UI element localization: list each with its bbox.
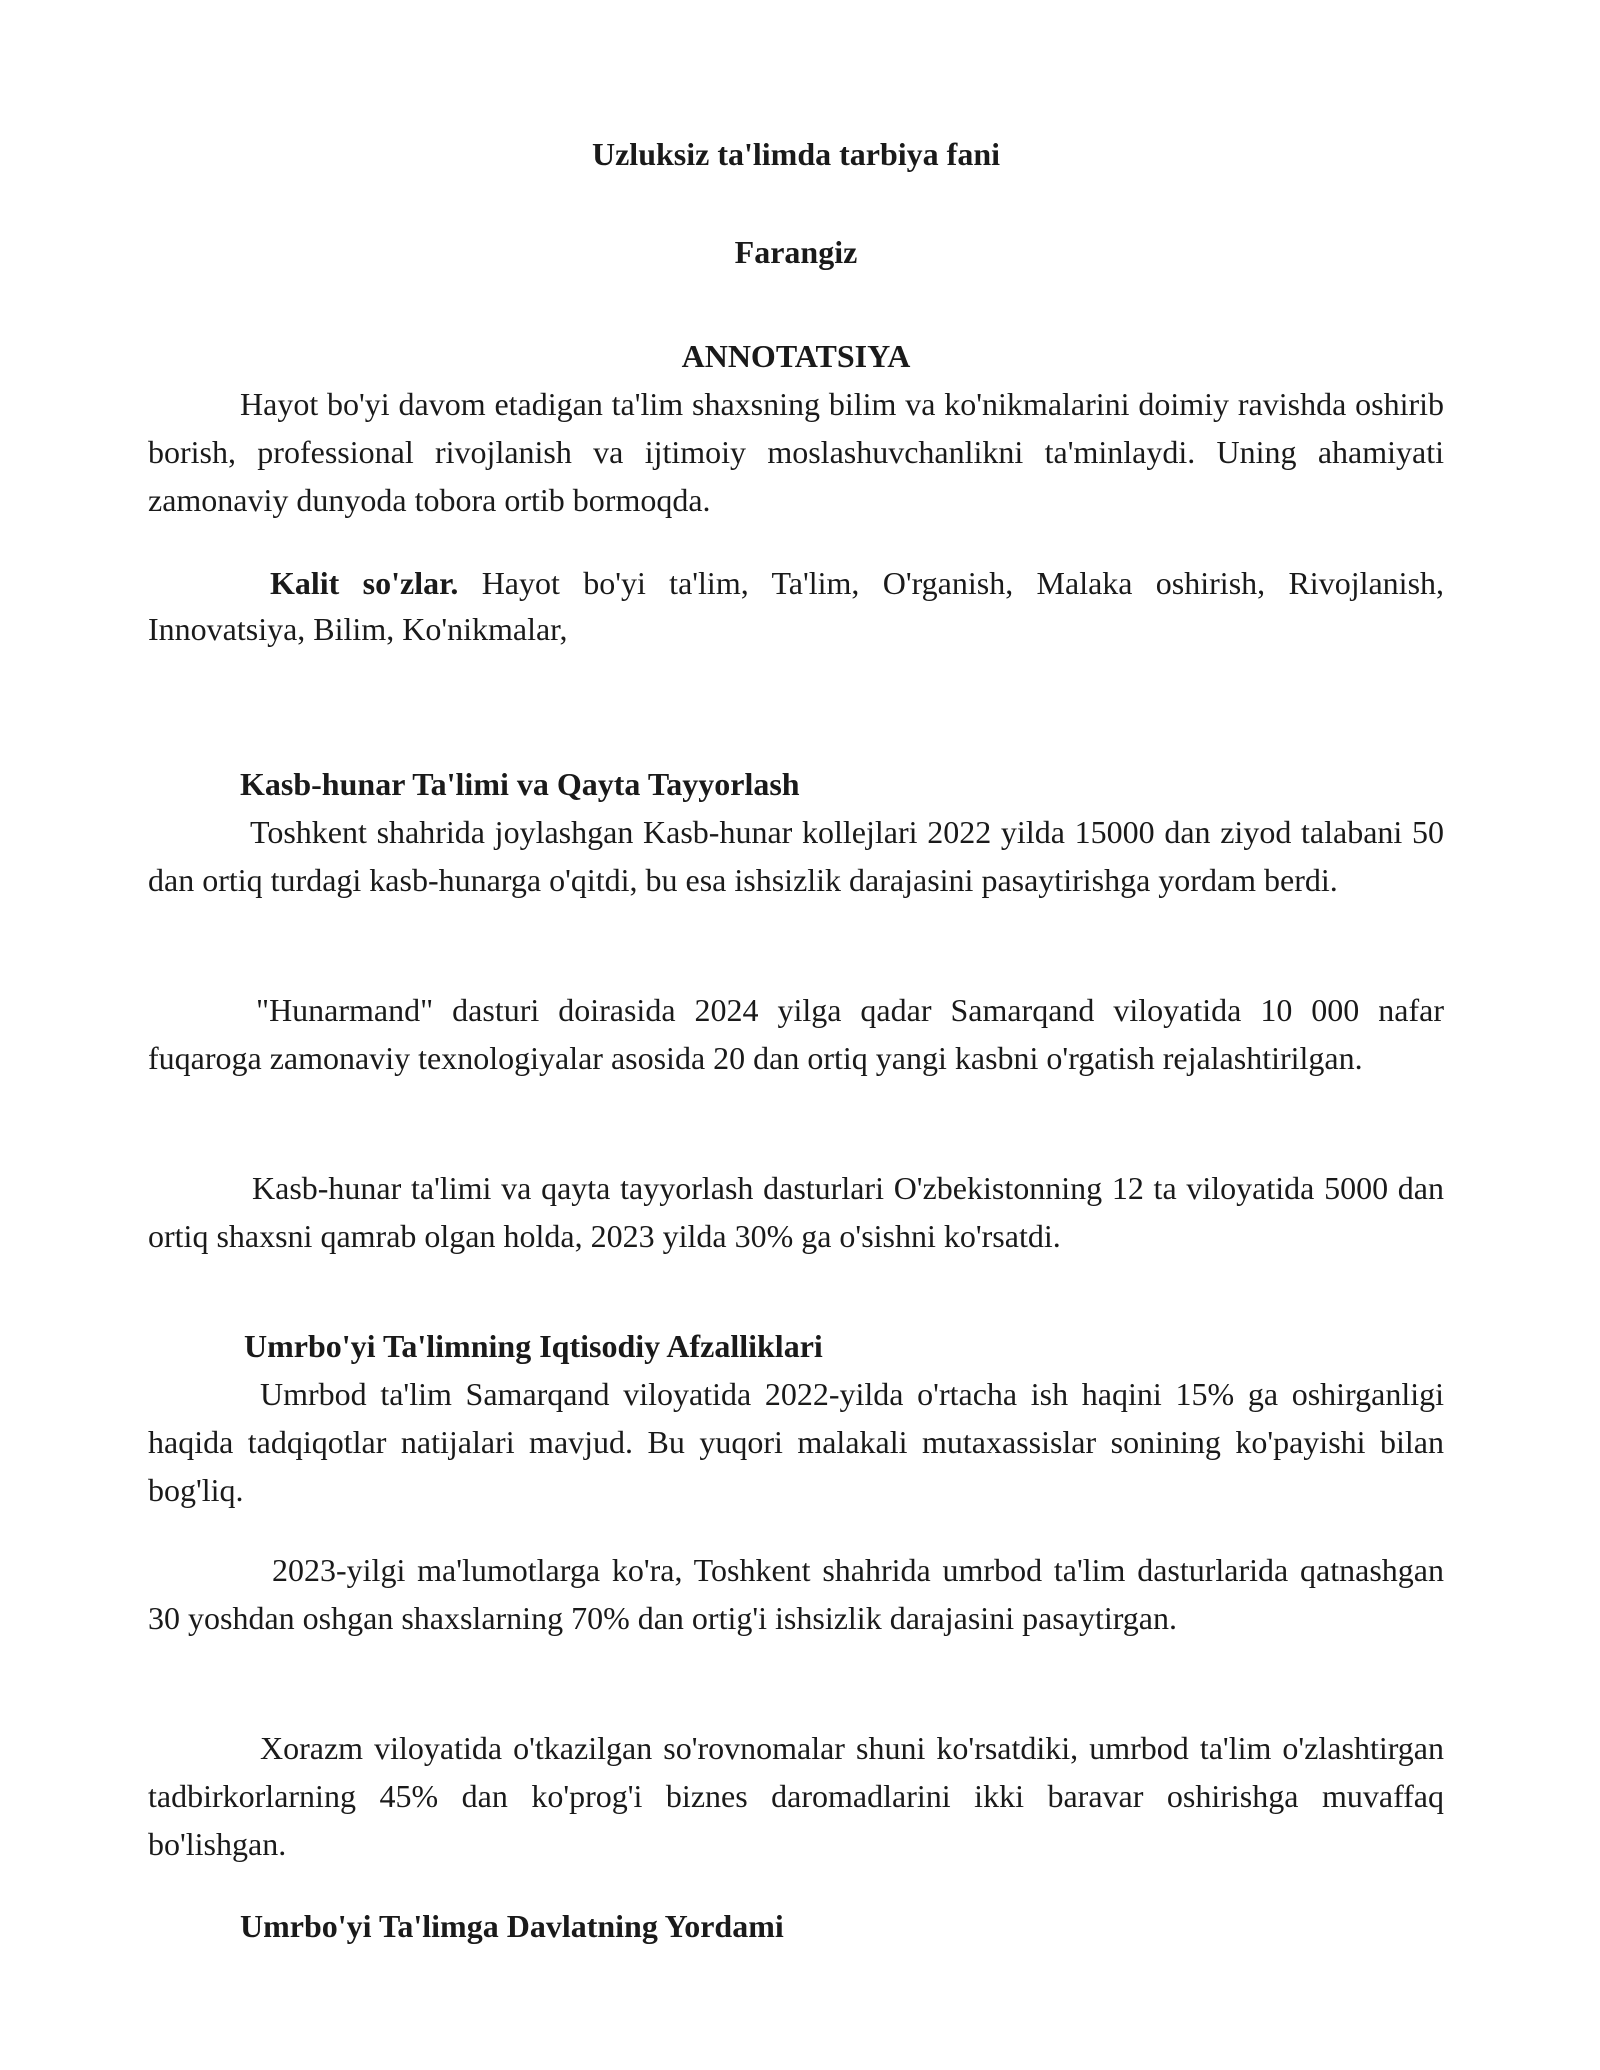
section-paragraph: Xorazm viloyatida o'tkazilgan so'rovnomalar shuni ko'rsatdiki, umrbod ta'lim o'zlashtirgan tadbirkorlarning 45% dan ko'prog'i biznes daromadlarini ikki baravar oshirishga muvaffaq bo'lishgan. xyxy=(148,1730,1444,1862)
section-heading: Kasb-hunar Ta'limi va Qayta Tayyorlash xyxy=(240,766,800,802)
section-paragraph: "Hunarmand" dasturi doirasida 2024 yilga qadar Samarqand viloyatida 10 000 nafar fuqaroga zamonaviy texnologiyalar asosida 20 dan ortiq yangi kasbni o'rgatish rejalashtirilgan. xyxy=(148,992,1444,1076)
section-paragraph: Umrbod ta'lim Samarqand viloyatida 2022-yilda o'rtacha ish haqini 15% ga oshirganligi haqida tadqiqotlar natijalari mavjud. Bu yuqori malakali mutaxassislar sonining ko'payishi bilan bog'liq. xyxy=(148,1376,1444,1508)
section-heading: Umrbo'yi Ta'limning Iqtisodiy Afzalliklari xyxy=(244,1328,823,1364)
annotation-heading: ANNOTATSIYA xyxy=(681,338,911,374)
keywords-paragraph xyxy=(148,560,1444,652)
section-paragraph: Kasb-hunar ta'limi va qayta tayyorlash dasturlari O'zbekistonning 12 ta viloyatida 5000 dan ortiq shaxsni qamrab olgan holda, 2023 yilda 30% ga o'sishni ko'rsatdi. xyxy=(148,1170,1444,1254)
section-paragraph: Toshkent shahrida joylashgan Kasb-hunar kollejlari 2022 yilda 15000 dan ziyod talabani 50 dan ortiq turdagi kasb-hunarga o'qitdi, bu esa ishsizlik darajasini pasaytirishga yordam berdi. xyxy=(148,814,1444,898)
annotation-paragraph: Hayot bo'yi davom etadigan ta'lim shaxsning bilim va ko'nikmalarini doimiy ravishda oshirib borish, professional rivojlanish va ijtimoiy moslashuvchanlikni ta'minlaydi. Uning ahamiyati zamonaviy dunyoda tobora ortib bormoqda. xyxy=(148,386,1444,518)
document-author: Farangiz xyxy=(734,234,858,270)
document-title: Uzluksiz ta'limda tarbiya fani xyxy=(591,136,1000,172)
section-paragraph: 2023-yilgi ma'lumotlarga ko'ra, Toshkent shahrida umrbod ta'lim dasturlarida qatnashgan 30 yoshdan oshgan shaxslarning 70% dan ortig'i ishsizlik darajasini pasaytirgan. xyxy=(148,1552,1444,1636)
keywords-text: Hayot bo'yi ta'lim, Ta'lim, O'rganish, Malaka oshirish, Rivojlanish, Innovatsiya, Bilim, Ko'nikmalar, xyxy=(148,565,1445,647)
section-heading: Umrbo'yi Ta'limga Davlatning Yordami xyxy=(240,1908,784,1944)
keywords-label: Kalit so'zlar. xyxy=(270,565,459,601)
